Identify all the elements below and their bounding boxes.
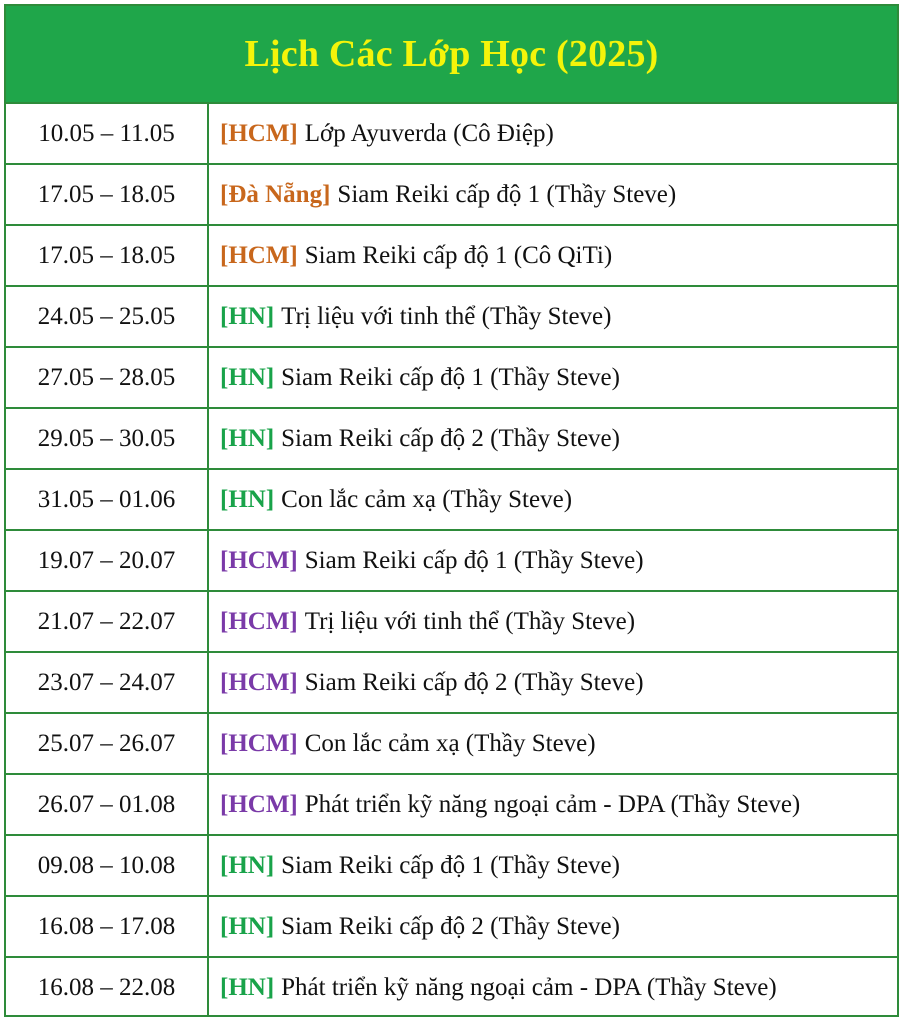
table-row — [6, 104, 897, 165]
page-title: Lịch Các Lớp Học (2025) — [244, 33, 659, 75]
table-row — [6, 348, 897, 409]
course-cell — [209, 226, 897, 285]
location-tag: [HN] — [220, 973, 275, 1001]
location-tag: [HCM] — [220, 119, 298, 147]
date-range: 16.08 – 22.08 — [6, 958, 209, 1017]
course-name: Siam Reiki cấp độ 2 (Thầy Steve) — [281, 424, 620, 452]
table-row — [6, 958, 897, 1017]
class-schedule-table — [4, 4, 899, 1017]
course-cell — [209, 165, 897, 224]
course-cell — [209, 653, 897, 712]
location-tag: [HCM] — [220, 607, 298, 635]
table-header — [6, 6, 897, 104]
location-tag: [HN] — [220, 485, 275, 513]
schedule-rows — [6, 104, 897, 1017]
location-tag: [Đà Nẵng] — [220, 180, 331, 208]
date-range: 31.05 – 01.06 — [6, 470, 209, 529]
course-name: Con lắc cảm xạ (Thầy Steve) — [281, 485, 573, 513]
date-range: 26.07 – 01.08 — [6, 775, 209, 834]
course-cell — [209, 409, 897, 468]
course-name: Trị liệu với tinh thể (Thầy Steve) — [304, 607, 636, 635]
location-tag: [HCM] — [220, 668, 298, 696]
course-cell — [209, 836, 897, 895]
course-name: Siam Reiki cấp độ 1 (Thầy Steve) — [281, 363, 620, 391]
location-tag: [HCM] — [220, 729, 298, 757]
location-tag: [HN] — [220, 424, 275, 452]
course-name: Siam Reiki cấp độ 2 (Thầy Steve) — [304, 668, 644, 696]
course-cell — [209, 470, 897, 529]
course-cell — [209, 348, 897, 407]
course-name: Phát triển kỹ năng ngoại cảm - DPA (Thầy Steve) — [281, 973, 777, 1001]
table-row — [6, 836, 897, 897]
table-row — [6, 531, 897, 592]
date-range: 09.08 – 10.08 — [6, 836, 209, 895]
course-name: Siam Reiki cấp độ 1 (Thầy Steve) — [337, 180, 677, 208]
location-tag: [HCM] — [220, 546, 298, 574]
date-range: 17.05 – 18.05 — [6, 165, 209, 224]
course-name: Siam Reiki cấp độ 2 (Thầy Steve) — [281, 912, 620, 940]
location-tag: [HN] — [220, 302, 275, 330]
date-range: 27.05 – 28.05 — [6, 348, 209, 407]
course-name: Siam Reiki cấp độ 1 (Thầy Steve) — [281, 851, 620, 879]
table-row — [6, 470, 897, 531]
table-row — [6, 897, 897, 958]
table-row — [6, 226, 897, 287]
course-cell — [209, 958, 897, 1017]
course-cell — [209, 104, 897, 163]
date-range: 16.08 – 17.08 — [6, 897, 209, 956]
table-row — [6, 714, 897, 775]
location-tag: [HCM] — [220, 241, 298, 269]
table-row — [6, 775, 897, 836]
course-cell — [209, 897, 897, 956]
course-name: Siam Reiki cấp độ 1 (Thầy Steve) — [304, 546, 644, 574]
table-row — [6, 592, 897, 653]
course-name: Siam Reiki cấp độ 1 (Cô QiTi) — [304, 241, 613, 269]
date-range: 25.07 – 26.07 — [6, 714, 209, 773]
course-name: Trị liệu với tinh thể (Thầy Steve) — [281, 302, 612, 330]
date-range: 29.05 – 30.05 — [6, 409, 209, 468]
location-tag: [HN] — [220, 912, 275, 940]
location-tag: [HN] — [220, 851, 275, 879]
date-range: 17.05 – 18.05 — [6, 226, 209, 285]
course-cell — [209, 531, 897, 590]
table-row — [6, 287, 897, 348]
course-cell — [209, 592, 897, 651]
location-tag: [HCM] — [220, 790, 298, 818]
date-range: 19.07 – 20.07 — [6, 531, 209, 590]
course-cell — [209, 714, 897, 773]
course-cell — [209, 775, 897, 834]
date-range: 24.05 – 25.05 — [6, 287, 209, 346]
table-row — [6, 409, 897, 470]
course-name: Con lắc cảm xạ (Thầy Steve) — [304, 729, 596, 757]
date-range: 23.07 – 24.07 — [6, 653, 209, 712]
date-range: 21.07 – 22.07 — [6, 592, 209, 651]
table-row — [6, 165, 897, 226]
course-cell — [209, 287, 897, 346]
location-tag: [HN] — [220, 363, 275, 391]
course-name: Phát triển kỹ năng ngoại cảm - DPA (Thầy Steve) — [304, 790, 801, 818]
date-range: 10.05 – 11.05 — [6, 104, 209, 163]
course-name: Lớp Ayuverda (Cô Điệp) — [304, 119, 554, 147]
table-row — [6, 653, 897, 714]
